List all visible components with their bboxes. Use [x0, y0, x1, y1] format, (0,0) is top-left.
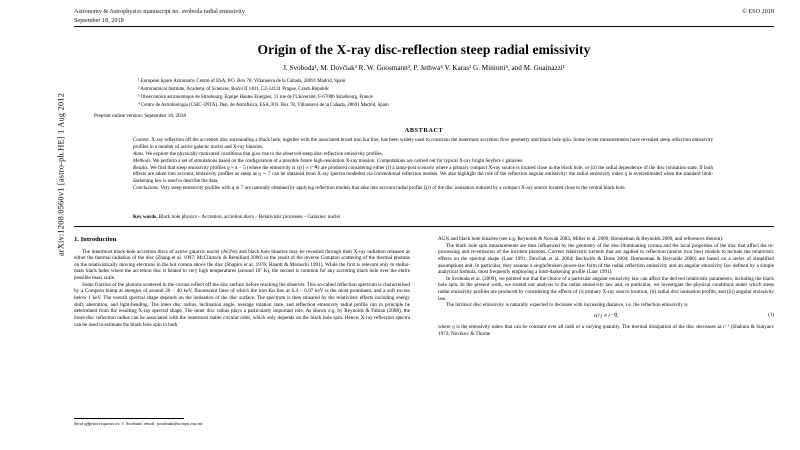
affiliation-list	[138, 78, 718, 110]
abstract-paragraph	[133, 185, 713, 192]
footnote-text: Send offprint requests to: J. Svoboda, email: jsvoboda@sciops.esa.int	[74, 421, 203, 426]
equation-number: (1)	[768, 313, 774, 319]
column-left	[74, 236, 410, 328]
keywords-label: Key words.	[133, 214, 158, 220]
abstract-heading: ABSTRACT	[404, 127, 444, 134]
body-paragraph: In Svoboda et al. (2009), we pointed out that the choice of a particular angular emissivity law can affect the derived relativistic parameters, including the black hole spin. In the present work, we extend our analysis to the radial emissivity law and, in particular, we investigate the physical conditions under which steep radial emissivity profiles are produced by considering the effects of (i) primary X-ray source location, (ii) radial disc ionisation profile, and (iii) angular emissivity law.	[438, 275, 774, 302]
abstract-body	[133, 137, 713, 192]
abstract-text: We find that steep emissivity profiles q ≈ 4 − 5 (where the emissivity is ε(r) ∝ r⁻ᑫ) are produced considering either (i) a lamp-post scenario where a primary compact X-ray source is located close to the black hole, or (ii) the radial dependence of the disc ionisation state. If both effects are taken into account, emissivity profiles as steep as q ∼ 7 can be obtained from X-ray spectra modelled via conventional reflection models. We also highlight the role of the reflection angular emissivity: the radial emissivity index q is overestimated when the standard limb-darkening law is used to describe the data.	[133, 164, 713, 184]
equation-body: ε(r) ∝ r⁻ᑫ,	[593, 313, 619, 320]
author-list: J. Svoboda¹, M. Dovčiak² R. W. Goosmann³, P. Jethwa⁴ V. Karas² G. Miniutti⁴, and M. Guainazzi¹	[283, 64, 565, 72]
abstract-text: X-ray reflection off the accretion disc surrounding a black hole, together with the associated broad iron Kα line, has been widely used to constrain the innermost accretion flow geometry and black hole spin. Some recent measurements have revealed steep reflection emissivity profiles in a number of active galactic nuclei and X-ray binaries.	[133, 137, 713, 150]
abstract-paragraph	[133, 158, 713, 165]
equation-1	[438, 313, 774, 320]
paper-sheet	[30, 0, 774, 450]
header-rule	[74, 26, 774, 27]
abstract-text: We perform a set of simulations based on the configuration of a possible future high-resolution X-ray mission. Computations are carried out for typical X-ray bright Seyfert-1 galaxies.	[151, 157, 524, 164]
affiliation-item: ¹ European Space Astronomy Centre of ESA, P.O. Box 78, Villanueva de la Cañada, 28691 Madrid, Spain	[138, 79, 346, 84]
date-line: September 18, 2018	[74, 16, 124, 24]
abstract-lead: Methods.	[133, 157, 152, 164]
body-paragraph: AGN and black hole binaries (see e.g. Reynolds & Nowak 2003; Miller et al. 2009; Brenneman & Reynolds 2009, and references therein).	[438, 236, 724, 242]
section-title-introduction: 1. Introduction	[74, 236, 117, 243]
column-right	[438, 236, 774, 337]
body-paragraph: Some fraction of the photons scattered in the corona reflect off the disc surface before reaching the observer. This so-called reflection spectrum is characterised by a Compton hump at energies of around 20 − 40 keV, fluorescent lines of which the iron Kα line at 6.4 − 6.97 keV is the most prominent, and a soft excess below 1 keV. The overall spectral shape depends on the ionisation of the disc surface. The spectrum is then smeared by the relativistic effects including energy shift, aberration, and light-bending. The inner disc radius, inclination angle, average rotation state, and reflection emissivity radial profile can in principle be determined from the resulting X-ray spectral shape. The inner disc radius plays a particularly important role. As shown e.g. by Reynolds & Fabian (2008), the inner-disc reflection radius can be associated with the innermost stable circular orbit, which only depends on the black hole spin. Hence, X-ray reflection spectra can be used to estimate the black hole spin in both	[74, 281, 410, 328]
abstract-lead: Conclusions.	[133, 184, 160, 191]
abstract-lead: Aims.	[133, 150, 145, 157]
abstract-text: Very steep emissivity profiles with q ≳ 7 are naturally obtained by applying reflection models that take into account radial profile ξ(r) of the disc ionisation induced by a compact X-ray source located close to the central black hole.	[159, 184, 626, 191]
abstract-lead: Context.	[133, 137, 150, 143]
body-paragraph: where q is the emissivity index that can be constant over all radii or a varying quantity. The thermal dissipation of the disc decreases as r⁻³ (Shakura & Sunyaev 1973; Novikov & Thorne	[438, 324, 774, 337]
abstract-paragraph	[133, 151, 713, 158]
abstract-lead: Results.	[133, 164, 149, 171]
abstract-rule	[74, 226, 774, 227]
body-paragraph: The intrinsic disc emissivity is naturally expected to decrease with increasing distance, i.e. the reflection emissivity is	[446, 302, 688, 309]
affiliation-item: ³ Observatoire astronomique de Strasbourg, Equipe Hautes Energies, 11 rue de l'Université, F-67000 Strasbourg, France	[138, 94, 373, 100]
manuscript-line: Astronomy & Astrophysics manuscript no. svoboda radial emissivity	[74, 8, 245, 15]
abstract-text: We explore the physically motivated conditions that give rise to the observed steep disc-reflection emissivity profiles.	[144, 150, 384, 157]
arxiv-stamp: arXiv:1208.0560v1 [astro-ph.HE] 1 Aug 2012	[56, 92, 66, 257]
keywords-text: Black hole physics – Accretion, accretion discs – Relativistic processes – Galaxies: nuclei	[158, 214, 341, 220]
preprint-line: Preprint online version: September 18, 2018	[94, 113, 186, 119]
keywords-line	[133, 214, 713, 220]
affiliation-item: ⁴ Centro de Astrobiología (CSIC–INTA), Dep. de Astrofísica, ESA, P.O. Box 78, Villanueva de la Cañada, 28691 Madrid, Spain	[138, 102, 389, 108]
page-title: Origin of the X-ray disc-reflection steep radial emissivity	[257, 42, 591, 57]
abstract-paragraph	[133, 137, 713, 150]
copyright-line: © ESO 2018	[742, 8, 774, 15]
body-paragraph: The black hole spin measurements are thus influenced by the geometry of the disc-illuminating corona and the local properties of the disc that affect the re-processing and re-emission of the incident photons. Current relativistic kernels that are applied to reflection (and/or iron line) models to include the relativistic effects on the spectral shape (Laor 1991; Dovčiak et al. 2004; Beckwith & Done 2004; Brenneman & Reynolds 2006) are based on a series of simplified assumptions and, in particular, they assume a single/broken power-law form of the radial reflection emissivity and an angular emissivity law defined by a simple analytical formula, most frequently employing a limb-darkening profile (Laor 1991).	[438, 242, 774, 276]
affiliation-item: ² Astronomical Institute, Academy of Sciences, Boční II 1401, CZ-14131 Prague, Czech Republic	[138, 86, 330, 92]
abstract-paragraph	[133, 165, 713, 185]
footnote-rule	[74, 418, 184, 419]
body-paragraph: The innermost black-hole accretion discs of active galactic nuclei (AGNs) and black hole binaries may be revealed through their X-ray radiation released as either the thermal radiation of the disc (Zhang et al. 1997; McClintock & Remillard 2006) or the result of the inverse Compton scattering of the thermal photons on the relativistically moving electrons in the hot corona above the disc (Shapiro et al. 1976; Haardt & Maraschi 1991). While the first is relevant only to stellar-mass black holes where the accretion disc is heated to very high temperatures (around 10⁷ K), the second is common for any accreting black hole over the entire possible mass scale.	[74, 248, 410, 282]
running-head	[74, 8, 774, 26]
